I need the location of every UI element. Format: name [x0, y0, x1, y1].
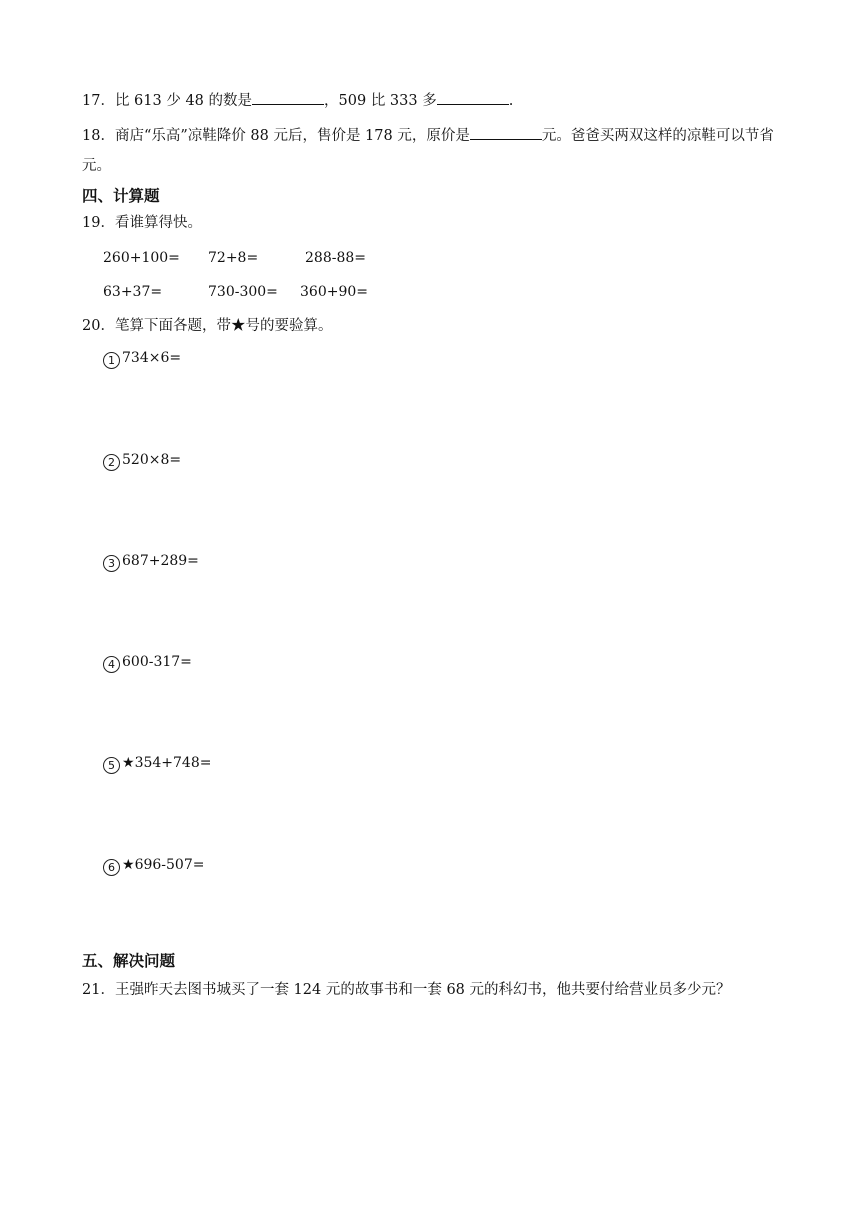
question-text: 元。爸爸买两双这样的凉鞋可以节省: [541, 128, 774, 144]
calc-expression: 696-507=: [134, 857, 205, 873]
question-21: [82, 980, 731, 1000]
question-text: 商店“乐高”凉鞋降价 88 元后，售价是 178 元，原价是: [114, 128, 470, 144]
written-calc-item-2: [103, 450, 181, 471]
written-calc-item-3: [103, 551, 199, 572]
question-text: .: [508, 93, 514, 109]
question-17: [82, 89, 513, 111]
calc-expression: 734×6=: [122, 350, 182, 366]
question-number: 20．: [82, 318, 115, 334]
question-number: 17．: [82, 93, 115, 109]
answer-blank[interactable]: [470, 124, 542, 140]
written-calc-item-6: [103, 855, 204, 876]
question-number: 19．: [82, 215, 115, 231]
question-number: 18．: [82, 128, 115, 144]
star-icon: ★: [122, 857, 135, 873]
answer-blank[interactable]: [252, 89, 324, 105]
question-text: 比 613 少 48 的数是: [114, 93, 253, 109]
calc-item: 63+37=: [103, 284, 163, 300]
section-heading-calculation: 四、计算题: [82, 187, 160, 205]
calc-expression: 520×8=: [122, 452, 182, 468]
question-20: [82, 316, 332, 336]
calc-expression: 600-317=: [122, 654, 192, 670]
star-icon: ★: [122, 755, 135, 771]
circled-number: 5: [103, 757, 120, 774]
circled-number: 1: [103, 352, 120, 369]
calc-item: 72+8=: [208, 250, 259, 266]
circled-number: 4: [103, 656, 120, 673]
circled-number: 3: [103, 555, 120, 572]
circled-number: 2: [103, 454, 120, 471]
answer-blank[interactable]: [437, 89, 509, 105]
calc-item: 360+90=: [300, 284, 368, 300]
calc-expression: 687+289=: [122, 553, 199, 569]
question-number: 21．: [82, 982, 115, 998]
question-text: 元。: [82, 158, 111, 174]
calc-expression: 354+748=: [134, 755, 212, 771]
section-heading-problem-solving: 五、解决问题: [82, 952, 176, 970]
written-calc-item-5: [103, 753, 211, 774]
question-18: [82, 124, 774, 146]
written-calc-item-4: [103, 652, 192, 673]
question-text: 笔算下面各题，带★号的要验算。: [114, 318, 333, 334]
calc-item: 288-88=: [305, 250, 366, 266]
written-calc-item-1: [103, 348, 181, 369]
calc-item: 260+100=: [103, 250, 180, 266]
question-18-continuation: [82, 156, 111, 176]
question-text: 看谁算得快。: [114, 215, 202, 231]
question-19: [82, 213, 202, 233]
question-text: ，509 比 333 多: [324, 93, 437, 109]
circled-number: 6: [103, 859, 120, 876]
calc-item: 730-300=: [208, 284, 278, 300]
question-text: 王强昨天去图书城买了一套 124 元的故事书和一套 68 元的科幻书，他共要付给营业员多少元？: [114, 982, 731, 998]
